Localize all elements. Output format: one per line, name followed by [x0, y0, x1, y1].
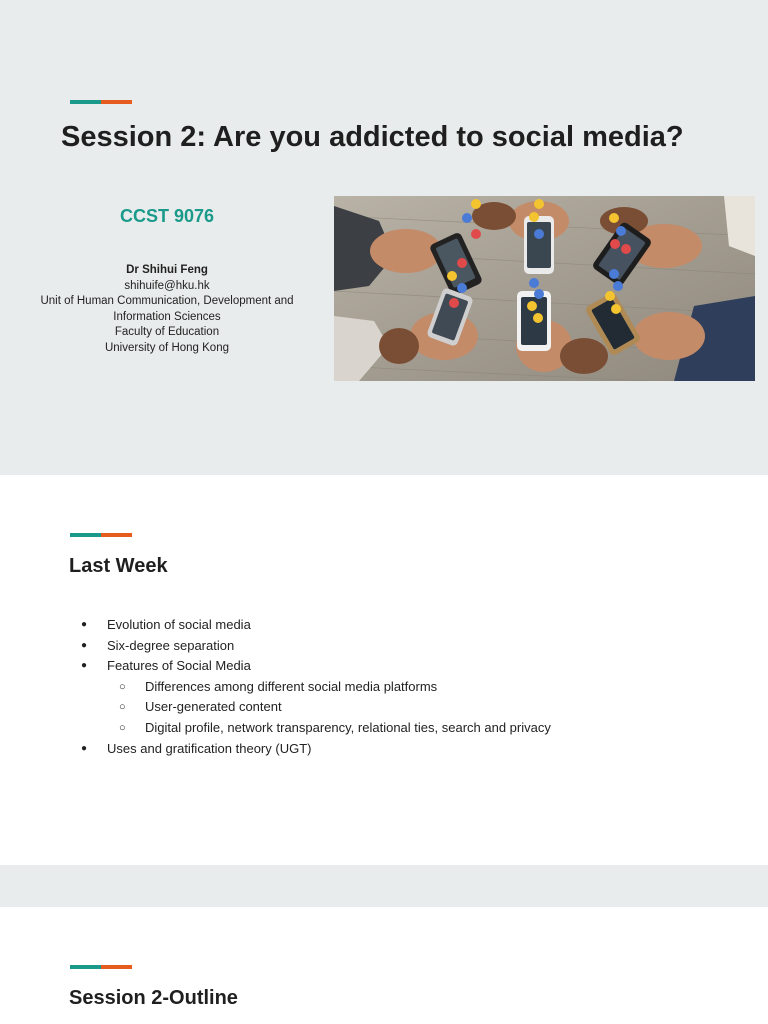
outline-slide — [0, 907, 768, 1024]
list-item: ● Features of Social Media ○ Differences among different social media platforms ○ User-generated content ○ Digital profile, network transparency, relational ties, search and privacy — [81, 656, 551, 738]
accent-bar — [70, 965, 132, 969]
accent-bar — [70, 533, 132, 537]
sub-list-item: ○ Digital profile, network transparency, relational ties, search and privacy — [119, 719, 551, 735]
title-slide — [0, 41, 768, 431]
presenter-info — [30, 263, 304, 356]
bullet-list — [81, 615, 551, 759]
list-item: ● Uses and gratification theory (UGT) — [81, 740, 312, 756]
list-item: ● Evolution of social media — [81, 617, 251, 632]
presenter-faculty: Faculty of Education — [114, 326, 220, 338]
presenter-email: shihuife@hku.hk — [124, 279, 210, 292]
accent-bar — [70, 100, 132, 104]
last-week-slide — [0, 475, 768, 865]
sub-list-item: ○ Differences among different social media platforms — [119, 678, 438, 694]
slide-heading: Session 2-Outline — [69, 987, 238, 1009]
social-media-phones-photo — [334, 196, 755, 381]
presenter-name: Dr Shihui Feng — [126, 264, 208, 276]
presenter-university: University of Hong Kong — [104, 341, 229, 354]
sub-bullet-list — [107, 677, 551, 739]
sub-list-item: ○ User-generated content — [119, 699, 282, 715]
presenter-unit-line1: Unit of Human Communication, Development and — [40, 295, 294, 307]
course-code: CCST 9076 — [119, 206, 215, 226]
slide-title: Session 2: Are you addicted to social media? — [61, 121, 684, 153]
slide-heading: Last Week — [69, 555, 168, 577]
list-item: ● Six-degree separation — [81, 637, 235, 653]
presenter-unit-line2: Information Sciences — [113, 310, 221, 323]
